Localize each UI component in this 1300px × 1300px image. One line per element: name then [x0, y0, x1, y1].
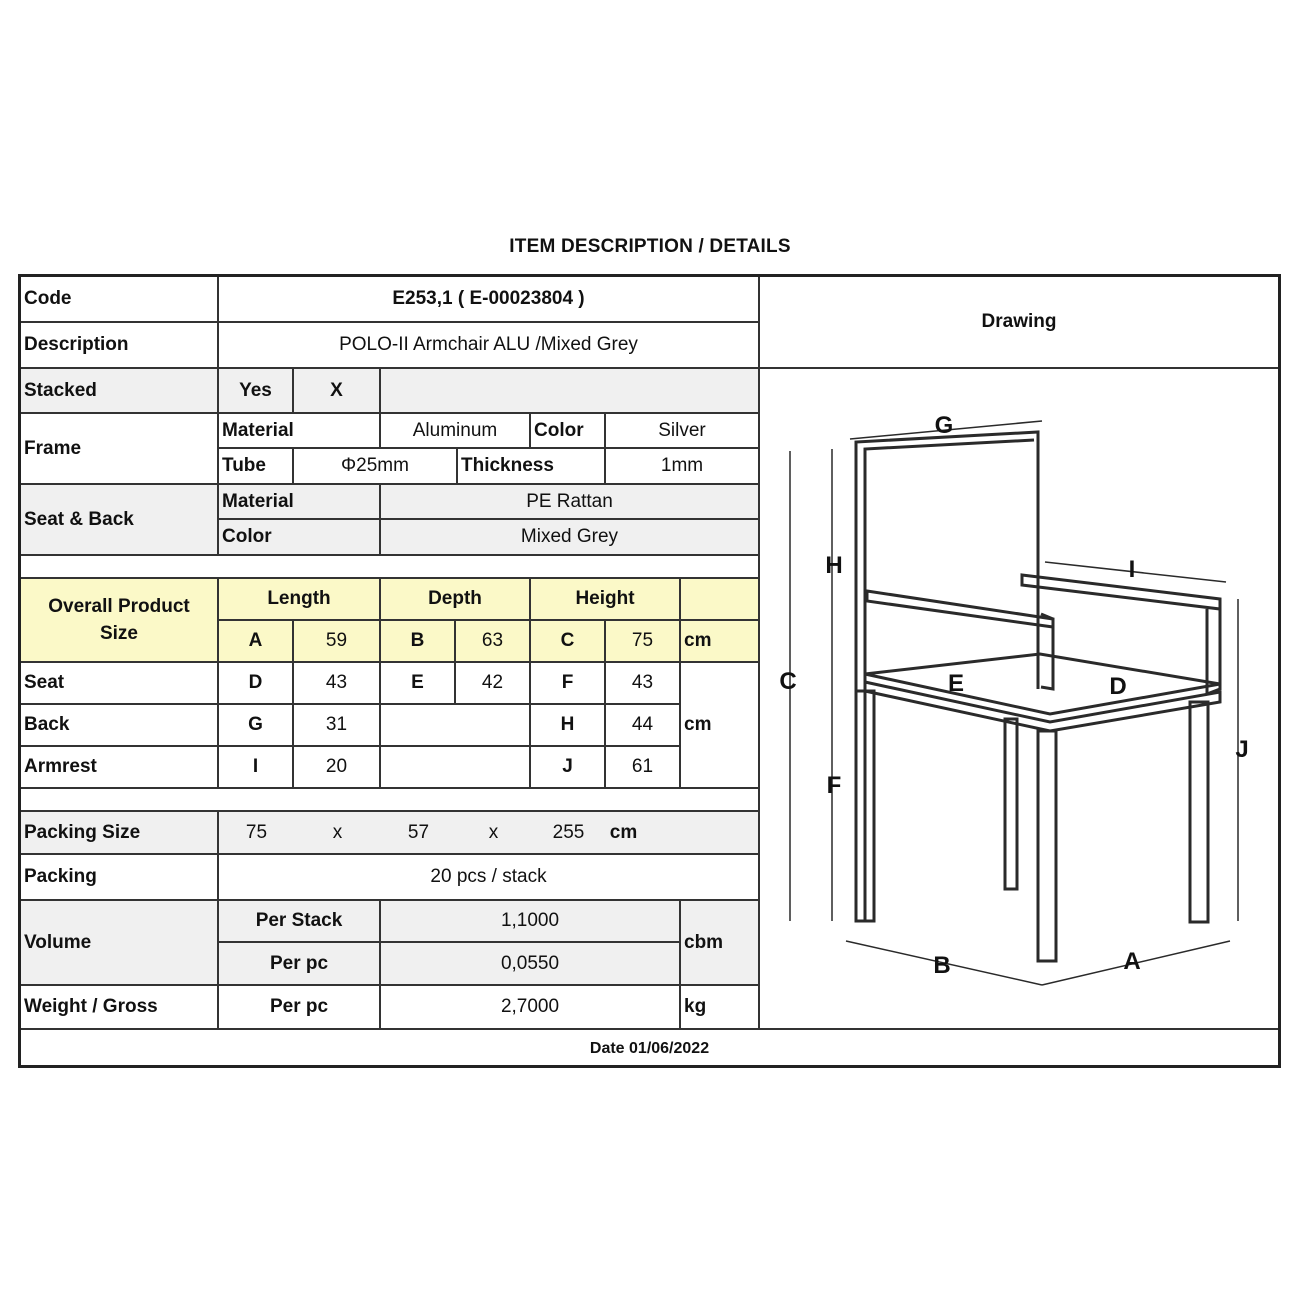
- drawing-letter-f: F: [826, 772, 842, 799]
- frame-tube: Φ25mm: [294, 449, 458, 485]
- packing-size-values: [219, 812, 760, 855]
- stacked-mark: X: [294, 369, 381, 414]
- packing-label: Packing: [21, 855, 219, 901]
- per-pc-volume-label: Per pc: [219, 943, 381, 986]
- drawing-header: Drawing: [760, 277, 1278, 369]
- dim-f-letter: F: [531, 663, 606, 705]
- seat-back-material-label: Material: [219, 485, 381, 520]
- chair-drawing: [760, 369, 1278, 1028]
- dim-d-value: 43: [294, 663, 381, 705]
- spec-sheet: [18, 274, 1281, 1068]
- length-header: Length: [219, 579, 381, 621]
- frame-material-label: Material: [219, 414, 381, 449]
- drawing-area: [760, 369, 1278, 1030]
- chair-back-center-leg: [1005, 719, 1017, 889]
- packing-x-1: x: [332, 821, 343, 843]
- chair-right-armrest: [1022, 575, 1220, 609]
- code-label: Code: [21, 277, 219, 323]
- seat-label: Seat: [21, 663, 219, 705]
- dim-c-value: 75: [606, 621, 681, 663]
- dim-j-letter: J: [531, 747, 606, 789]
- height-header: Height: [531, 579, 681, 621]
- drawing-letter-d: D: [1109, 673, 1127, 700]
- frame-tube-label: Tube: [219, 449, 294, 485]
- packing-size-label: Packing Size: [21, 812, 219, 855]
- volume-unit: cbm: [681, 901, 760, 986]
- code-value: E253,1 ( E-00023804 ): [219, 277, 760, 323]
- dim-i-value: 20: [294, 747, 381, 789]
- drawing-letter-g: G: [934, 412, 954, 439]
- packing-depth: 57: [407, 821, 430, 843]
- volume-label: Volume: [21, 901, 219, 986]
- overall-size-label: Overall Product Size: [21, 579, 219, 663]
- dim-d-letter: D: [219, 663, 294, 705]
- stacked-label: Stacked: [21, 369, 219, 414]
- armrest-label: Armrest: [21, 747, 219, 789]
- frame-label: Frame: [21, 414, 219, 485]
- dim-e-letter: E: [381, 663, 456, 705]
- dim-b-value: 63: [456, 621, 531, 663]
- frame-thickness-label: Thickness: [458, 449, 606, 485]
- frame-color: Silver: [606, 414, 760, 449]
- drawing-letter-j: J: [1235, 736, 1249, 763]
- seat-back-material: PE Rattan: [381, 485, 760, 520]
- frame-color-label: Color: [531, 414, 606, 449]
- seat-back-color: Mixed Grey: [381, 520, 760, 556]
- dim-a-value: 59: [294, 621, 381, 663]
- depth-header: Depth: [381, 579, 531, 621]
- dim-g-letter: G: [219, 705, 294, 747]
- seat-back-arm-unit: cm: [681, 663, 760, 789]
- dim-b-letter: B: [381, 621, 456, 663]
- dim-f-value: 43: [606, 663, 681, 705]
- overall-unit: cm: [681, 621, 760, 663]
- packing-value: 20 pcs / stack: [219, 855, 760, 901]
- weight-label: Weight / Gross: [21, 986, 219, 1030]
- packing-width: 75: [245, 821, 268, 843]
- seat-back-color-label: Color: [219, 520, 381, 556]
- frame-material: Aluminum: [381, 414, 531, 449]
- dim-a-letter: A: [219, 621, 294, 663]
- dim-j-value: 61: [606, 747, 681, 789]
- date-footer: Date 01/06/2022: [589, 1040, 710, 1057]
- per-stack-volume: 1,1000: [381, 901, 681, 943]
- spacer-row-2: [21, 789, 760, 812]
- dim-c-letter: C: [531, 621, 606, 663]
- seat-back-label: Seat & Back: [21, 485, 219, 556]
- back-blank: [381, 705, 531, 747]
- drawing-letter-b: B: [933, 952, 951, 979]
- drawing-letter-c: C: [779, 668, 797, 695]
- description-value: POLO-II Armchair ALU /Mixed Grey: [219, 323, 760, 369]
- chair-right-armrest-side: [1207, 599, 1220, 694]
- unit-header-blank: [681, 579, 760, 621]
- document-title: ITEM DESCRIPTION / DETAILS: [509, 236, 791, 257]
- spacer-row: [21, 556, 760, 579]
- dim-h-value: 44: [606, 705, 681, 747]
- dim-h-letter: H: [531, 705, 606, 747]
- chair-seat-rail: [865, 682, 1220, 731]
- chair-seat: [865, 654, 1220, 714]
- dim-e-value: 42: [456, 663, 531, 705]
- back-label: Back: [21, 705, 219, 747]
- armrest-blank: [381, 747, 531, 789]
- chair-back-right-leg: [1190, 702, 1208, 922]
- dim-g-value: 31: [294, 705, 381, 747]
- drawing-letter-i: I: [1128, 556, 1136, 583]
- chair-left-armrest: [867, 591, 1053, 627]
- weight-unit: kg: [681, 986, 760, 1030]
- packing-x-2: x: [488, 821, 499, 843]
- dim-i-letter: I: [219, 747, 294, 789]
- packing-height: 255: [552, 821, 585, 843]
- description-label: Description: [21, 323, 219, 369]
- per-pc-volume: 0,0550: [381, 943, 681, 986]
- dim-i-line: [1045, 562, 1226, 582]
- weight-per-pc-label: Per pc: [219, 986, 381, 1030]
- drawing-letter-h: H: [825, 552, 843, 579]
- drawing-letter-a: A: [1123, 948, 1141, 975]
- frame-thickness: 1mm: [606, 449, 760, 485]
- drawing-letter-e: E: [947, 670, 965, 697]
- stacked-yes: Yes: [219, 369, 294, 414]
- per-stack-label: Per Stack: [219, 901, 381, 943]
- weight-value: 2,7000: [381, 986, 681, 1030]
- stacked-blank: [381, 369, 760, 414]
- packing-unit: cm: [609, 821, 638, 843]
- chair-front-center-leg: [1038, 731, 1056, 961]
